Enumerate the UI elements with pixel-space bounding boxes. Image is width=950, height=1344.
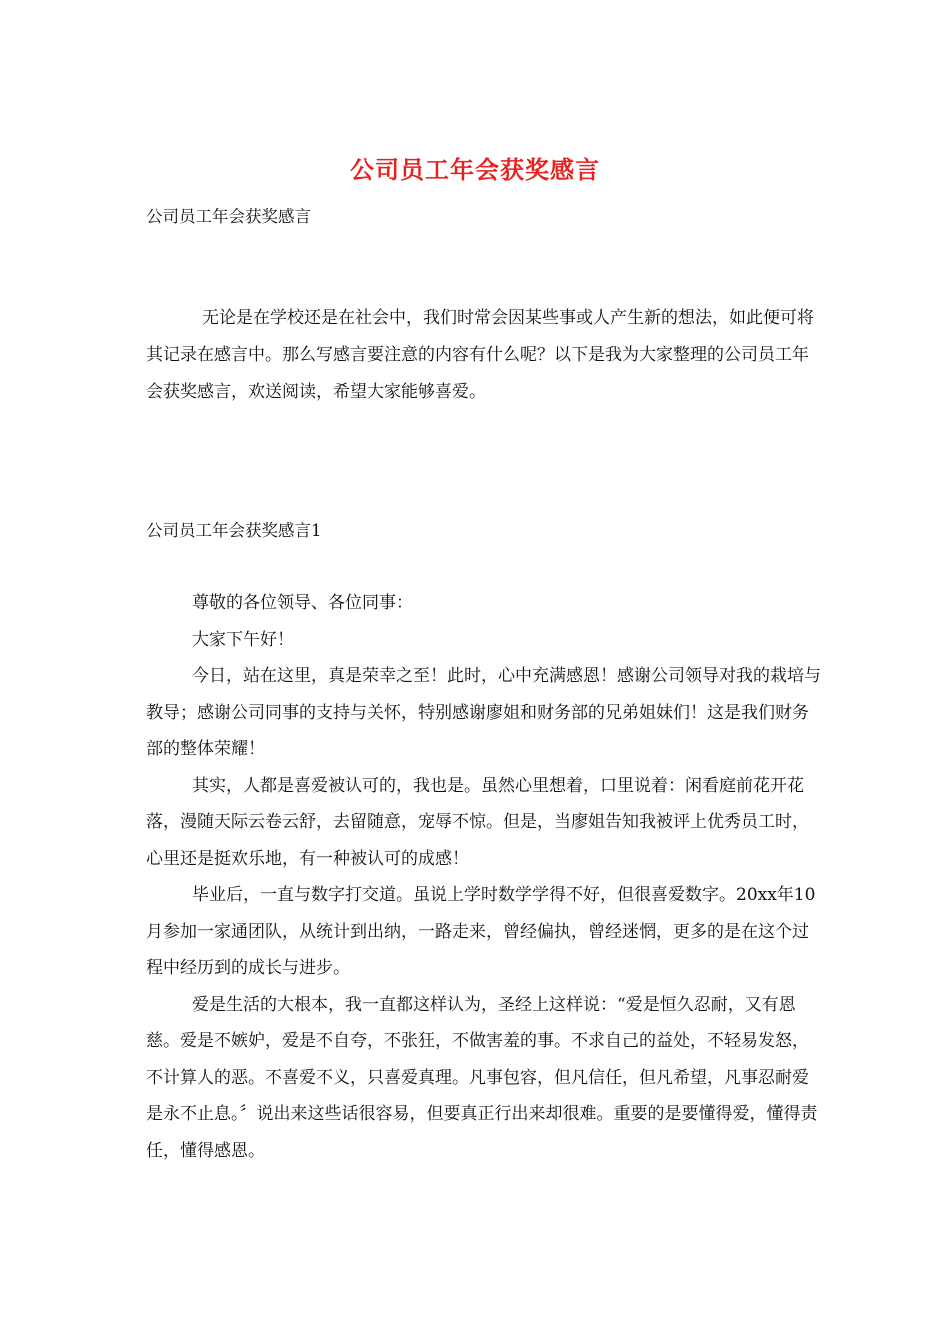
salutation: 尊敬的各位领导、各位同事： (192, 593, 413, 613)
document-subtitle: 公司员工年会获奖感言 (146, 207, 311, 226)
greeting: 大家下午好！ (192, 629, 294, 650)
body-paragraph: 其实，人都是喜爱被认可的，我也是。虽然心里想着，口里说着：闲看庭前花开花落，漫随天际云卷云舒，去留随意，宠辱不惊。但是，当廖姐告知我被评上优秀员工时，心里还是挺欢乐地，有一种被认可的成感！ (146, 775, 809, 869)
body-text (146, 585, 822, 1169)
section-heading: 公司员工年会获奖感言1 (146, 521, 322, 540)
body-paragraph: 今日，站在这里，真是荣幸之至！此时，心中充满感恩！感谢公司领导对我的栽培与教导；感谢公司同事的支持与关怀，特别感谢廖姐和财务部的兄弟姐妹们！这是我们财务部的整体荣耀！ (146, 666, 821, 759)
document-title: 公司员工年会获奖感言 (350, 155, 600, 184)
body-paragraph: 毕业后，一直与数字打交道。虽说上学时数学学得不好，但很喜爱数字。20xx年10月参加一家通团队，从统计到出纳，一路走来，曾经偏执，曾经迷惘，更多的是在这个过程中经历到的成长与进步。 (146, 885, 816, 978)
body-paragraph: 爱是生活的大根本，我一直都这样认为，圣经上这样说：“爱是恒久忍耐，又有恩慈。爱是不嫉妒，爱是不自夸，不张狂，不做害羞的事。不求自己的益处，不轻易发怒，不计算人的恶。不喜爱不义，只喜爱真理。凡事包容，但凡信任，但凡希望，凡事忍耐爱是永不止息。〞说出来这些话很容易，但要真正行出来却很难。重要的是要懂得爱，懂得责任，懂得感恩。 (146, 994, 818, 1161)
intro-paragraph: 无论是在学校还是在社会中，我们时常会因某些事或人产生新的想法，如此便可将其记录在感言中。那么写感言要注意的内容有什么呢？以下是我为大家整理的公司员工年会获奖感言，欢送阅读，希望大家能够喜爱。 (146, 308, 814, 402)
